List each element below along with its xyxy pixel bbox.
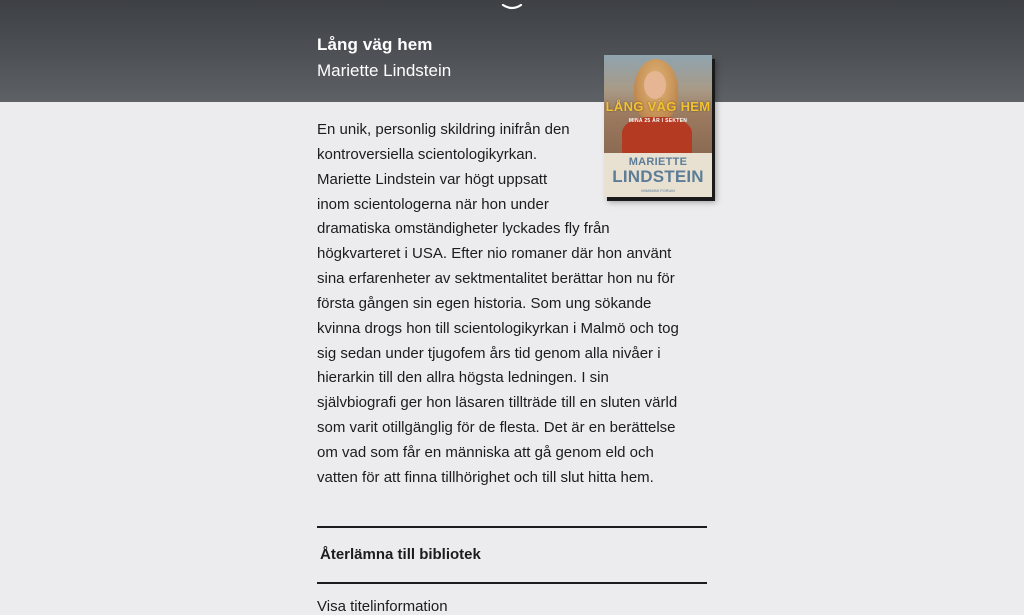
cover-author-last: LINDSTEIN [612, 167, 704, 186]
book-header [0, 0, 1024, 102]
book-author: Mariette Lindstein [317, 61, 452, 80]
description-line: kontroversiella scientologikyrkan. [317, 145, 538, 163]
description-line: vatten för att finna tillhörighet och till slut hitta hem. [317, 468, 654, 486]
return-to-library-label: Återlämna till bibliotek [320, 546, 481, 563]
description-line: Mariette Lindstein var högt uppsatt [317, 170, 548, 188]
description-line: sina erfarenheter av sektmentalitet berättar hon nu för [317, 270, 675, 288]
divider-top [317, 526, 707, 528]
return-to-library-button[interactable] [317, 530, 707, 582]
description-line: hierarkin till den allra högsta ledningen. I sin [317, 369, 609, 387]
title-info-link[interactable]: Visa titelinformation [317, 598, 448, 615]
cover-publisher: MIMIMIMI FORUM [641, 188, 675, 193]
description-line: högkvarteret i USA. Efter nio romaner där hon använt [317, 245, 672, 263]
description-line: om vad som får en människa att gå genom eld och [317, 443, 654, 461]
description-line: inom scientologerna när hon under [317, 195, 549, 213]
divider-bottom [317, 582, 707, 584]
description-line: En unik, personlig skildring inifrån den [317, 121, 570, 138]
chevron-down-icon[interactable] [500, 2, 524, 12]
description-line: dramatiska omständigheter lyckades fly från [317, 220, 610, 238]
book-description [317, 118, 707, 491]
cover-subtitle: MINA 25 ÅR I SEKTEN [628, 118, 688, 124]
cover-author-first: MARIETTE [628, 156, 688, 168]
cover-portrait-face [644, 71, 666, 99]
cover-title: LÅNG VÄG HEM [605, 99, 711, 114]
description-line: sig sedan under tjugofem års tid genom alla nivåer i [317, 344, 661, 362]
description-line: som varit otillgänglig för de flesta. Det är en berättelse [317, 419, 676, 437]
description-line: första gången sin egen historia. Som ung sökande [317, 294, 652, 312]
book-title: Lång väg hem [317, 35, 433, 54]
description-line: kvinna drogs hon till scientologikyrkan i Malmö och tog [317, 319, 679, 337]
description-line: självbiografi ger hon läsaren tillträde till en sluten värld [317, 394, 678, 412]
